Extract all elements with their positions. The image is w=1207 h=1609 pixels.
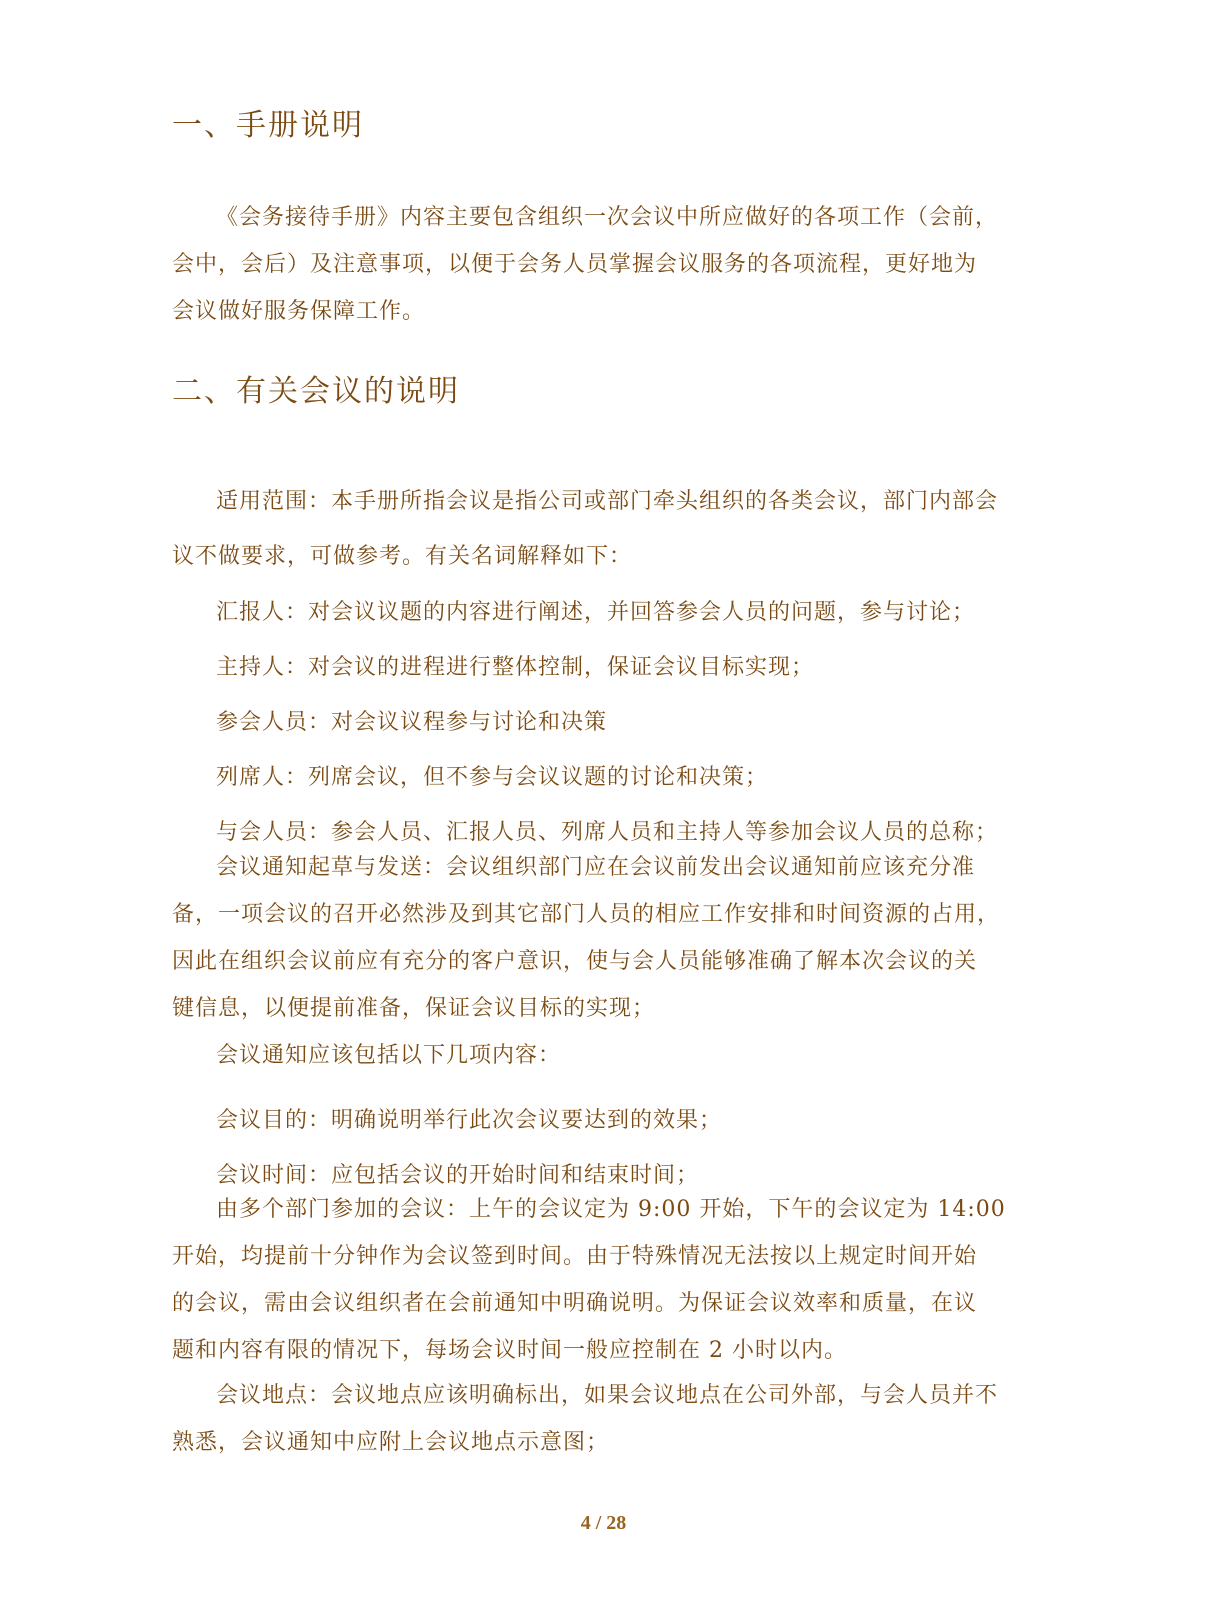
purpose-item: 会议目的：明确说明举行此次会议要达到的效果； bbox=[216, 1108, 723, 1133]
text-line: 《会务接待手册》内容主要包含组织一次会议中所应做好的各项工作（会前， bbox=[216, 205, 999, 230]
definitions-list bbox=[172, 585, 1042, 860]
text-line: 因此在组织会议前应有充分的客户意识，使与会人员能够准确了解本次会议的关 bbox=[172, 949, 978, 974]
text-line: 会议地点：会议地点应该明确标出，如果会议地点在公司外部，与会人员并不 bbox=[216, 1383, 999, 1408]
text-line: 会议做好服务保障工作。 bbox=[172, 299, 426, 324]
section-1-paragraph bbox=[172, 194, 1042, 335]
text-line: 会议通知应该包括以下几项内容： bbox=[216, 1043, 562, 1068]
definition-item: 主持人：对会议的进程进行整体控制，保证会议目标实现； bbox=[216, 655, 815, 680]
time-rule-paragraph bbox=[172, 1186, 1042, 1374]
notice-paragraph bbox=[172, 844, 1042, 1032]
text-line: 议不做要求，可做参考。有关名词解释如下： bbox=[172, 544, 633, 569]
definition-item: 汇报人：对会议议题的内容进行阐述，并回答参会人员的问题，参与讨论； bbox=[216, 600, 976, 625]
definition-item: 参会人员：对会议议程参与讨论和决策 bbox=[216, 710, 608, 735]
text-line: 题和内容有限的情况下，每场会议时间一般应控制在 2 小时以内。 bbox=[172, 1338, 847, 1363]
text-line: 备，一项会议的召开必然涉及到其它部门人员的相应工作安排和时间资源的占用， bbox=[172, 902, 1001, 927]
text-line: 开始，均提前十分钟作为会议签到时间。由于特殊情况无法按以上规定时间开始 bbox=[172, 1244, 978, 1269]
definition-item: 列席人：列席会议，但不参与会议议题的讨论和决策； bbox=[216, 765, 769, 790]
page-number: 4 / 28 bbox=[580, 1512, 627, 1534]
definition-item: 与会人员：参会人员、汇报人员、列席人员和主持人等参加会议人员的总称； bbox=[216, 820, 999, 845]
text-line: 适用范围：本手册所指会议是指公司或部门牵头组织的各类会议，部门内部会 bbox=[216, 489, 999, 514]
time-item: 会议时间：应包括会议的开始时间和结束时间； bbox=[216, 1163, 700, 1188]
text-line: 熟悉，会议通知中应附上会议地点示意图； bbox=[172, 1430, 610, 1455]
notice-contents-line bbox=[172, 1032, 1042, 1079]
text-line: 会议通知起草与发送：会议组织部门应在会议前发出会议通知前应该充分准 bbox=[216, 855, 976, 880]
text-line: 会中，会后）及注意事项，以便于会务人员掌握会议服务的各项流程，更好地为 bbox=[172, 252, 978, 277]
text-line: 由多个部门参加的会议：上午的会议定为 9:00 开始，下午的会议定为 14:00 bbox=[216, 1197, 1006, 1222]
section-1-heading: 一、手册说明 bbox=[172, 108, 364, 143]
text-line: 的会议，需由会议组织者在会前通知中明确说明。为保证会议效率和质量，在议 bbox=[172, 1291, 978, 1316]
location-paragraph bbox=[172, 1372, 1042, 1466]
section-2-heading: 二、有关会议的说明 bbox=[172, 374, 460, 409]
scope-paragraph bbox=[172, 474, 1042, 584]
text-line: 键信息，以便提前准备，保证会议目标的实现； bbox=[172, 996, 656, 1021]
